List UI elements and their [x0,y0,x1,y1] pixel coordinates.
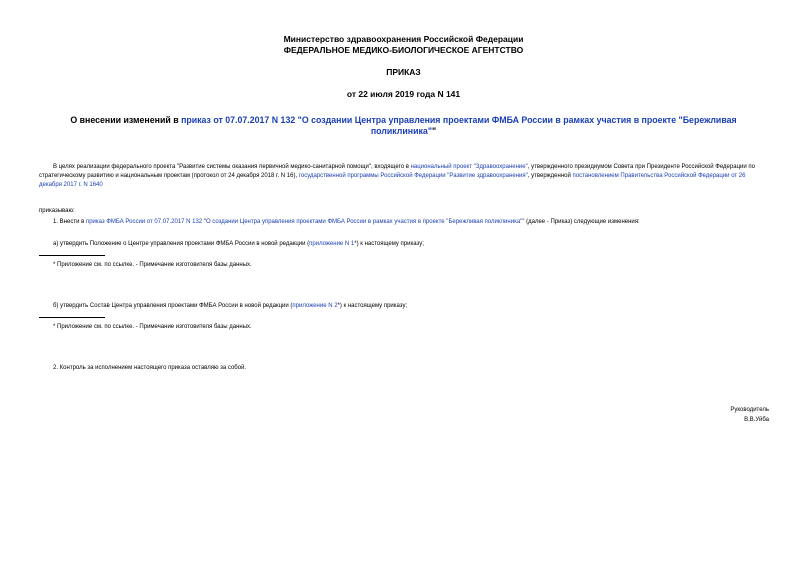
government-decree-link[interactable]: постановлением Правительства Российской Федерации от 26 декабря 2017 г. N 1640 [39,173,746,188]
item-1-text-1: 1. Внести в [53,219,86,225]
appendix-2-link[interactable]: приложение N 2 [292,303,338,309]
preamble-text-3: , утвержденной [527,173,573,179]
ministry-heading: Министерство здравоохранения Российской Федерации [283,34,524,44]
footnote-2: * Приложение см. по ссылке. - Примечание изготовителя базы данных. [53,324,252,330]
state-program-link[interactable]: государственной программы Российской Федерации "Развитие здравоохранения" [298,173,528,179]
document-title [60,115,747,137]
signature-role: Руководитель [730,407,769,413]
item-b-paragraph [53,302,407,311]
footnote-1: * Приложение см. по ссылке. - Примечание изготовителя базы данных. [53,262,252,268]
item-a-text-2: *) к настоящему приказу; [354,241,424,247]
preamble-text-1: В целях реализации федерального проекта "Развитие системы оказания первичной медико-санитарной помощи", входящего в [53,164,411,170]
signature-name: В.В.Уйба [744,417,769,423]
order-132-link[interactable]: приказ ФМБА России от 07.07.2017 N 132 [85,219,203,225]
item-1-text-2: " [202,219,206,225]
document-date-number: от 22 июля 2019 года N 141 [346,89,461,99]
title-suffix: " [432,126,437,136]
order-word: приказываю: [39,208,75,214]
title-prefix: О внесении изменений в [70,115,182,125]
title-order-link[interactable]: приказ от 07.07.2017 N 132 "О создании Центра управления проектами ФМБА России в рамках участия в проекте "Бережливая поликлиника" [181,115,737,136]
document-type: ПРИКАЗ [386,67,421,77]
appendix-1-link[interactable]: приложение N 1 [309,241,355,247]
order-title-link[interactable]: О создании Центра управления проектами ФМБА России в рамках участия в проекте "Бережливая поликлиника" [205,219,523,225]
item-1-paragraph [53,218,769,227]
preamble-text-2: , утвержденного президиумом Совета при Президенте Российской Федерации по стратегическому развитию и национальным проектам (протокол от 24 декабря 2018 г. N 16), [39,164,755,179]
footnote-rule-1 [39,255,105,256]
national-project-link[interactable]: национальный проект "Здравоохранение" [410,164,528,170]
item-b-text-1: б) утвердить Состав Центра управления проектами ФМБА России в новой редакции ( [53,303,293,309]
preamble-paragraph [39,163,769,190]
agency-heading: ФЕДЕРАЛЬНОЕ МЕДИКО-БИОЛОГИЧЕСКОЕ АГЕНТСТВО [283,45,524,55]
footnote-rule-2 [39,317,105,318]
item-1-text-3: " (далее - Приказ) следующие изменения: [522,219,640,225]
item-a-paragraph [53,240,424,249]
item-2-paragraph: 2. Контроль за исполнением настоящего приказа оставляю за собой. [53,365,247,371]
item-b-text-2: *) к настоящему приказу; [337,303,408,309]
item-a-text-1: а) утвердить Положение о Центре управления проектами ФМБА России в новой редакции ( [53,241,310,247]
